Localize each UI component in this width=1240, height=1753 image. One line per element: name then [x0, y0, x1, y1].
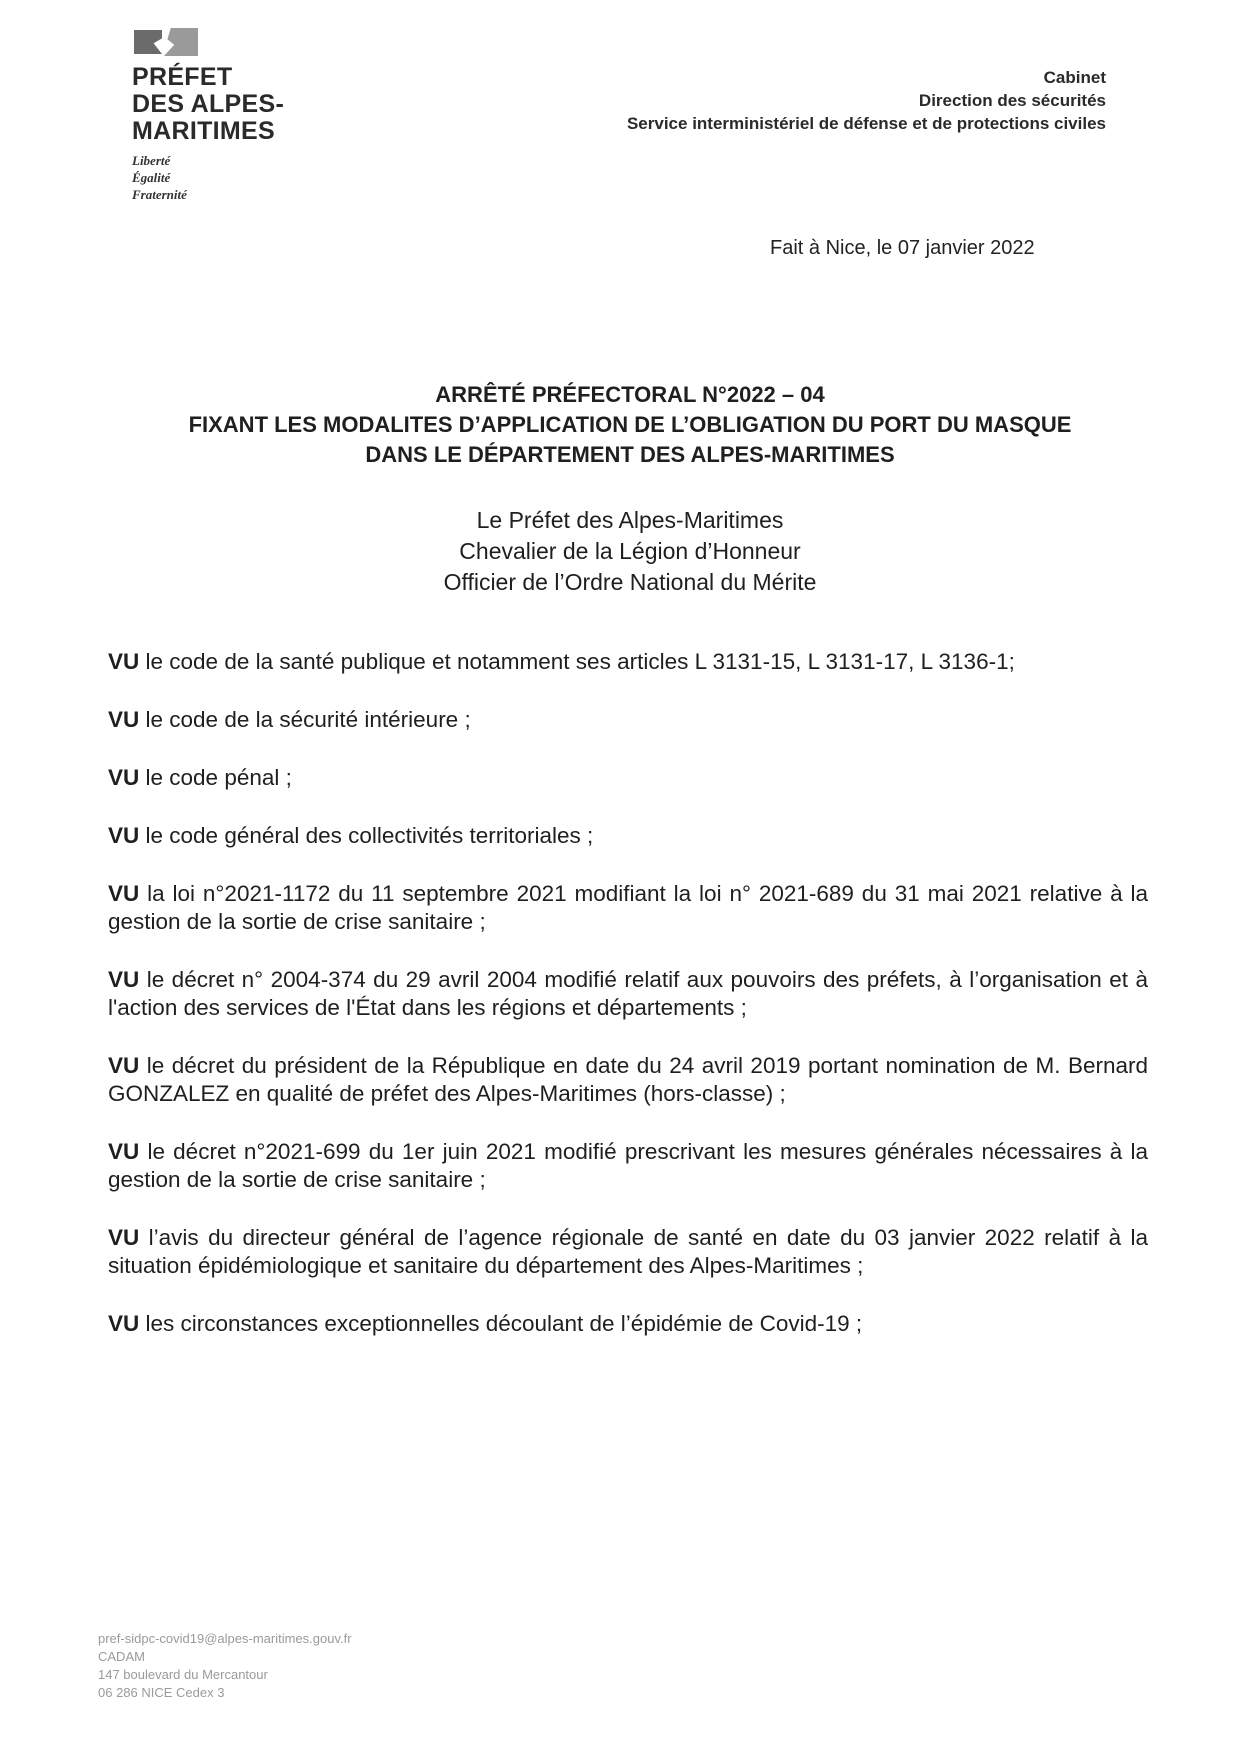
- visa-text: l’avis du directeur général de l’agence régionale de santé en date du 03 janvier 2022 relatif à la situation épidémiologique et sanitaire du département des Alpes-Maritimes ;: [108, 1225, 1148, 1278]
- visa-vu: VU: [108, 649, 140, 674]
- visa-vu: VU: [108, 707, 140, 732]
- logo-line-2: DES ALPES-: [132, 90, 285, 118]
- prefecture-logo: [132, 28, 302, 203]
- visa-item: [108, 1310, 1148, 1338]
- visa-item: [108, 822, 1148, 850]
- visa-item: [108, 1224, 1148, 1280]
- prefect-titles: [110, 505, 1150, 598]
- visa-item: [108, 1138, 1148, 1194]
- visa-text: le code de la santé publique et notamment ses articles L 3131-15, L 3131-17, L 3136-1;: [139, 649, 1015, 674]
- marianne-emblem-icon: [134, 28, 204, 56]
- service-line-direction: Direction des sécurités: [918, 91, 1106, 110]
- visa-text: le code pénal ;: [139, 765, 292, 790]
- decree-subject-line-1: FIXANT LES MODALITES D’APPLICATION DE L’OBLIGATION DU PORT DU MASQUE: [188, 412, 1072, 437]
- visa-text: le décret n° 2004-374 du 29 avril 2004 modifié relatif aux pouvoirs des préfets, à l’organisation et à l'action des services de l'État dans les régions et départements ;: [108, 967, 1148, 1020]
- footer-email: pref-sidpc-covid19@alpes-maritimes.gouv.fr: [98, 1631, 352, 1646]
- visa-item: [108, 1052, 1148, 1108]
- visa-vu: VU: [108, 1225, 140, 1250]
- visa-vu: VU: [108, 1139, 140, 1164]
- motto-liberte: Liberté: [132, 153, 171, 168]
- visa-item: [108, 706, 1148, 734]
- visa-vu: VU: [108, 1053, 140, 1078]
- place-and-date: Fait à Nice, le 07 janvier 2022: [770, 237, 1035, 259]
- issuing-service: [627, 66, 1106, 135]
- visa-item: [108, 966, 1148, 1022]
- visa-vu: VU: [108, 967, 140, 992]
- visa-text: le décret n°2021-699 du 1er juin 2021 modifié prescrivant les mesures générales nécessaires à la gestion de la sortie de crise sanitaire ;: [108, 1139, 1148, 1192]
- logo-title: [132, 64, 302, 145]
- decree-number: ARRÊTÉ PRÉFECTORAL N°2022 – 04: [435, 382, 825, 407]
- service-line-sidpc: Service interministériel de défense et de protections civiles: [626, 114, 1106, 133]
- visa-text: les circonstances exceptionnelles découlant de l’épidémie de Covid-19 ;: [139, 1311, 863, 1336]
- footer-street: 147 boulevard du Mercantour: [98, 1667, 268, 1682]
- visa-list: [108, 648, 1148, 1368]
- footer-building: CADAM: [98, 1649, 145, 1664]
- visa-text: le code de la sécurité intérieure ;: [139, 707, 471, 732]
- motto-egalite: Égalité: [132, 170, 171, 185]
- prefect-merit-line: Officier de l’Ordre National du Mérite: [443, 569, 817, 595]
- visa-item: [108, 764, 1148, 792]
- logo-line-1: PRÉFET: [132, 63, 233, 91]
- visa-text: le décret du président de la République en date du 24 avril 2019 portant nomination de M. Bernard GONZALEZ en qualité de préfet des Alpes-Maritimes (hors-classe) ;: [108, 1053, 1148, 1106]
- decree-title: [110, 380, 1150, 470]
- visa-item: [108, 648, 1148, 676]
- visa-vu: VU: [108, 765, 140, 790]
- logo-line-3: MARITIMES: [132, 117, 275, 145]
- republic-motto: [132, 152, 302, 203]
- footer-city: 06 286 NICE Cedex 3: [98, 1685, 225, 1700]
- visa-item: [108, 880, 1148, 936]
- motto-fraternite: Fraternité: [132, 187, 187, 202]
- prefect-name-line: Le Préfet des Alpes-Maritimes: [476, 507, 784, 533]
- visa-vu: VU: [108, 1311, 140, 1336]
- visa-vu: VU: [108, 823, 140, 848]
- service-line-cabinet: Cabinet: [1043, 68, 1106, 87]
- visa-text: le code général des collectivités territoriales ;: [139, 823, 594, 848]
- decree-subject-line-2: DANS LE DÉPARTEMENT DES ALPES-MARITIMES: [365, 442, 895, 467]
- visa-vu: VU: [108, 881, 140, 906]
- prefect-honour-line: Chevalier de la Légion d’Honneur: [459, 538, 801, 564]
- visa-text: la loi n°2021-1172 du 11 septembre 2021 modifiant la loi n° 2021-689 du 31 mai 2021 relative à la gestion de la sortie de crise sanitaire ;: [108, 881, 1148, 934]
- contact-footer: [98, 1630, 352, 1702]
